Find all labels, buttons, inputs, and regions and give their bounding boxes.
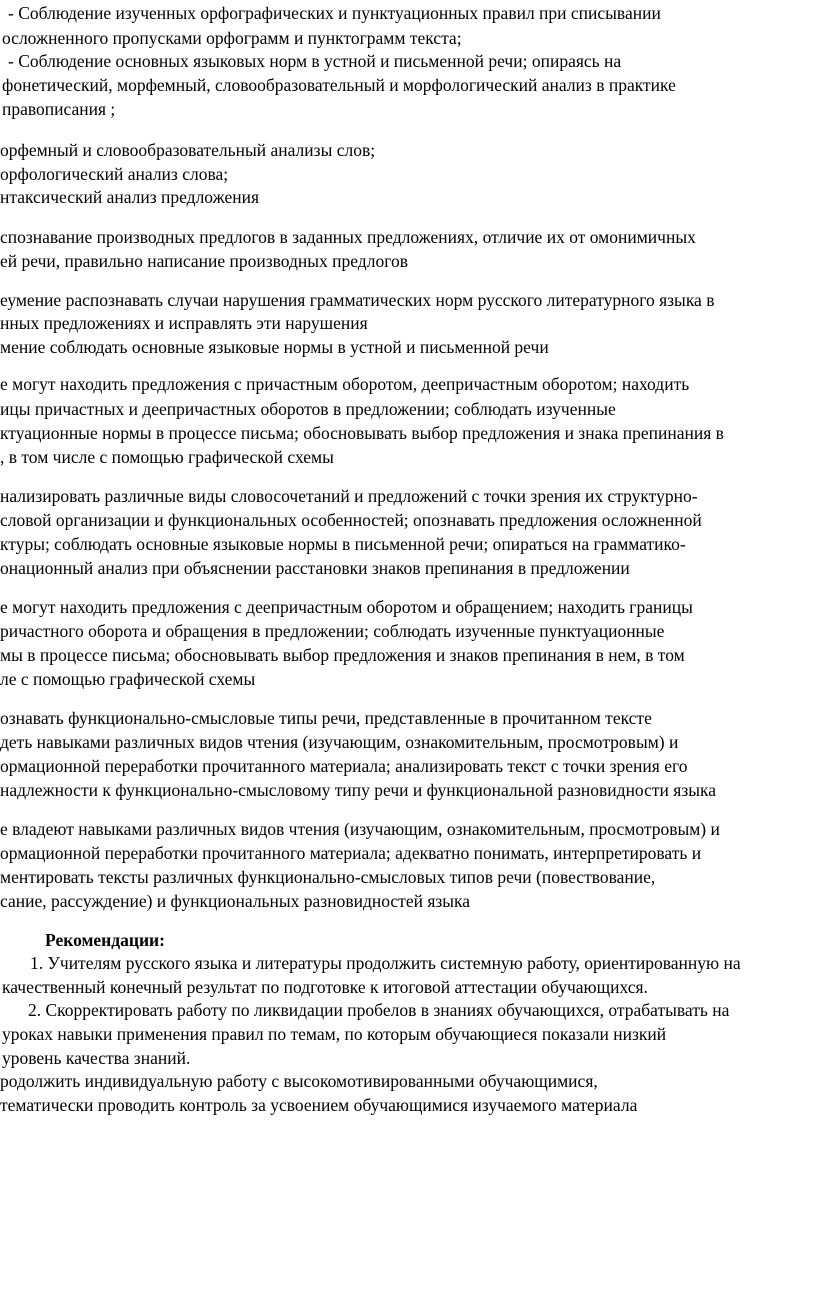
text-line: мение соблюдать основные языковые нормы в устной и письменной речи	[0, 337, 549, 357]
recommendation-line: уроках навыки применения правил по темам, по которым обучающиеся показали низкий	[2, 1024, 667, 1044]
text-line: ричастного оборота и обращения в предложении; соблюдать изученные пунктуационные	[0, 621, 665, 641]
text-line: сание, рассуждение) и функциональных разновидностей языка	[0, 891, 471, 911]
text-line: е могут находить предложения с причастным оборотом, деепричастным оборотом; находить	[0, 374, 690, 394]
text-line: ознавать функционально-смысловые типы речи, представленные в прочитанном тексте	[0, 708, 652, 728]
text-line: ицы причастных и деепричастных оборотов в предложении; соблюдать изученные	[0, 399, 616, 419]
text-line: словой организации и функциональных особенностей; опознавать предложения осложненной	[0, 510, 702, 530]
recommendations-title: Рекомендации:	[45, 930, 165, 950]
text-line: нализировать различные виды словосочетаний и предложений с точки зрения их структурно-	[0, 486, 698, 506]
text-line: ктуры; соблюдать основные языковые нормы в письменной речи; опираться на грамматико-	[0, 534, 686, 554]
text-line: ормационной переработки прочитанного материала; анализировать текст с точки зрения его	[0, 756, 688, 776]
recommendation-line: тематически проводить контроль за усвоением обучающимися изучаемого материала	[0, 1095, 638, 1115]
text-line: еумение распознавать случаи нарушения грамматических норм русского литературного языка в	[0, 290, 715, 310]
text-line: ктуационные нормы в процессе письма; обосновывать выбор предложения и знака препинания в	[0, 423, 724, 443]
recommendation-line: 1. Учителям русского языка и литературы продолжить системную работу, ориентированную на	[30, 953, 741, 973]
text-line: спознавание производных предлогов в заданных предложениях, отличие их от омонимичных	[0, 227, 696, 247]
text-line: ормационной переработки прочитанного материала; адекватно понимать, интерпретировать и	[0, 843, 702, 863]
text-line: ментировать тексты различных функционально-смысловых типов речи (повествование,	[0, 867, 656, 887]
text-line: мы в процессе письма; обосновывать выбор предложения и знаков препинания в нем, в том	[0, 645, 685, 665]
text-line: правописания ;	[2, 99, 116, 119]
text-line: ей речи, правильно написание производных предлогов	[0, 251, 408, 271]
text-line: надлежности к функционально-смысловому типу речи и функциональной разновидности языка	[0, 780, 716, 800]
recommendation-line: уровень качества знаний.	[2, 1048, 191, 1068]
text-line: , в том числе с помощью графической схемы	[0, 447, 334, 467]
text-line: онационный анализ при объяснении расстановки знаков препинания в предложении	[0, 558, 630, 578]
text-line: нтаксический анализ предложения	[0, 187, 260, 207]
text-line: е владеют навыками различных видов чтения (изучающим, ознакомительным, просмотровым) и	[0, 819, 720, 839]
recommendation-line: качественный конечный результат по подготовке к итоговой аттестации обучающихся.	[2, 977, 648, 997]
text-line: е могут находить предложения с деепричастным оборотом и обращением; находить границы	[0, 597, 693, 617]
text-line: ле с помощью графической схемы	[0, 669, 256, 689]
text-line: осложненного пропусками орфограмм и пунктограмм текста;	[2, 28, 462, 48]
text-line: - Соблюдение изученных орфографических и пунктуационных правил при списывании	[8, 3, 661, 23]
text-line: фонетический, морфемный, словообразовательный и морфологический анализ в практике	[2, 75, 676, 95]
text-line: орфологический анализ слова;	[0, 164, 229, 184]
text-line: - Соблюдение основных языковых норм в устной и письменной речи; опираясь на	[8, 51, 622, 71]
text-line: орфемный и словообразовательный анализы слов;	[0, 140, 376, 160]
recommendation-line: 2. Скорректировать работу по ликвидации пробелов в знаниях обучающихся, отрабатывать на	[28, 1000, 730, 1020]
text-line: деть навыками различных видов чтения (изучающим, ознакомительным, просмотровым) и	[0, 732, 679, 752]
text-line: нных предложениях и исправлять эти нарушения	[0, 313, 368, 333]
recommendation-line: родолжить индивидуальную работу с высокомотивированными обучающимися,	[0, 1071, 598, 1091]
